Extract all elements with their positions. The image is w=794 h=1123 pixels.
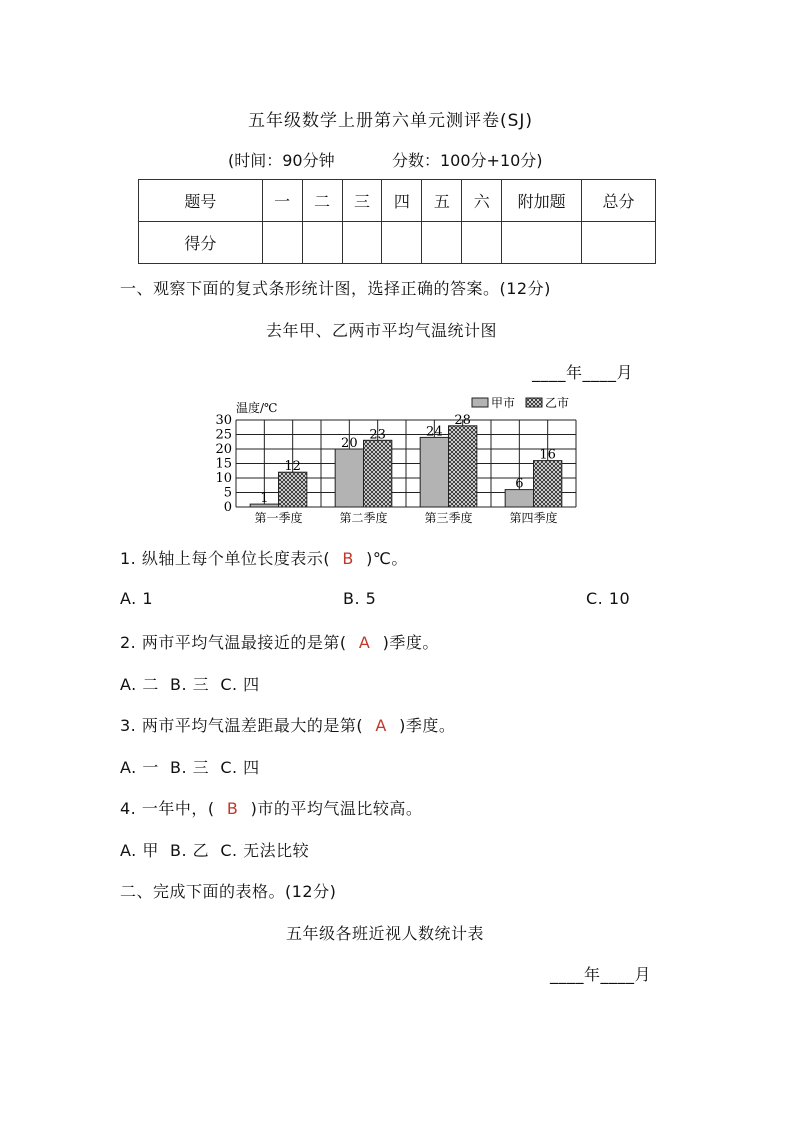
chart-date-line: ____年____月	[532, 363, 634, 382]
score-table-header-row	[139, 180, 656, 222]
options-4: A. 甲 B. 乙 C. 无法比较	[120, 841, 310, 860]
section1-heading: 一、观察下面的复式条形统计图，选择正确的答案。(12分)	[120, 279, 551, 298]
x-tick-label: 第三季度	[424, 511, 473, 525]
question-1-text: 1. 纵轴上每个单位长度表示(	[120, 549, 331, 568]
table-header-cell: 四	[382, 180, 422, 222]
y-tick-label: 15	[215, 456, 232, 472]
table-header-cell: 三	[342, 180, 382, 222]
y-tick-label: 10	[215, 471, 232, 486]
options-2: A. 二 B. 三 C. 四	[120, 675, 260, 694]
answer-4: B	[226, 799, 239, 818]
table-date-line: ____年____月	[550, 965, 652, 984]
data-label: 12	[284, 459, 301, 475]
score-cell[interactable]	[462, 222, 502, 264]
table-header-cell: 总分	[582, 180, 656, 222]
score-cell[interactable]	[502, 222, 582, 264]
option-1c: C. 10	[586, 589, 631, 608]
question-1	[120, 546, 408, 569]
data-label: 1	[260, 491, 269, 507]
y-axis-label: 温度/℃	[236, 401, 278, 415]
question-3	[120, 713, 455, 736]
table-header-cell: 题号	[139, 180, 263, 222]
score-cell[interactable]	[342, 222, 382, 264]
legend-swatch	[472, 398, 488, 407]
score-table-score-row	[139, 222, 656, 264]
question-2	[120, 630, 439, 653]
option-1b: B. 5	[343, 589, 377, 608]
score-table	[138, 179, 656, 264]
answer-2: A	[358, 633, 371, 652]
bar-yi-q2	[364, 440, 392, 507]
legend-label: 甲市	[491, 396, 516, 410]
data-label: 28	[454, 412, 471, 428]
question-4-text: 4. 一年中，(	[120, 799, 215, 818]
y-tick-label: 5	[223, 485, 232, 501]
score-row-label: 得分	[139, 222, 263, 264]
bar-yi-q3	[449, 426, 477, 507]
table-header-cell: 六	[462, 180, 502, 222]
x-tick-label: 第一季度	[254, 511, 303, 525]
score-cell[interactable]	[382, 222, 422, 264]
data-label: 24	[426, 424, 443, 440]
question-4-suffix: )市的平均气温比较高。	[250, 799, 423, 818]
options-3: A. 一 B. 三 C. 四	[120, 758, 260, 777]
table-header-cell: 五	[422, 180, 462, 222]
bar-jia-q4	[505, 490, 533, 507]
table-title: 五年级各班近视人数统计表	[286, 924, 485, 943]
answer-3: A	[375, 716, 387, 735]
x-tick-label: 第二季度	[339, 511, 388, 525]
exam-time: (时间：90分钟	[228, 151, 335, 170]
score-cell[interactable]	[582, 222, 656, 264]
bar-yi-q1	[279, 472, 307, 507]
question-2-text: 2. 两市平均气温最接近的是第(	[120, 633, 347, 652]
y-tick-label: 30	[215, 413, 232, 428]
question-1-suffix: )℃。	[366, 549, 408, 568]
table-header-cell: 附加题	[502, 180, 582, 222]
y-tick-label: 0	[223, 500, 232, 515]
temperature-bar-chart	[200, 392, 590, 532]
option-1a: A. 1	[120, 589, 154, 608]
question-3-text: 3. 两市平均气温差距最大的是第(	[120, 716, 364, 735]
question-3-suffix: )季度。	[399, 716, 456, 735]
question-2-suffix: )季度。	[382, 633, 439, 652]
chart-title: 去年甲、乙两市平均气温统计图	[266, 321, 498, 340]
data-label: 23	[369, 427, 386, 443]
answer-1: B	[342, 549, 354, 568]
exam-score: 分数：100分+10分)	[392, 151, 543, 170]
x-tick-label: 第四季度	[509, 511, 558, 525]
section2-heading: 二、完成下面的表格。(12分)	[120, 882, 337, 901]
bar-jia-q2	[335, 449, 363, 507]
data-label: 6	[515, 476, 524, 492]
legend-label: 乙市	[545, 396, 570, 410]
table-header-cell: 一	[262, 180, 302, 222]
score-cell[interactable]	[302, 222, 342, 264]
y-tick-label: 20	[215, 442, 232, 457]
legend-swatch	[526, 398, 542, 407]
page-title: 五年级数学上册第六单元测评卷(SJ)	[248, 111, 534, 131]
bar-yi-q4	[534, 461, 562, 507]
y-tick-label: 25	[215, 427, 232, 443]
data-label: 16	[539, 447, 556, 463]
score-cell[interactable]	[262, 222, 302, 264]
score-cell[interactable]	[422, 222, 462, 264]
bar-jia-q3	[420, 437, 448, 507]
question-4	[120, 796, 422, 819]
data-label: 20	[341, 436, 358, 451]
table-header-cell: 二	[302, 180, 342, 222]
